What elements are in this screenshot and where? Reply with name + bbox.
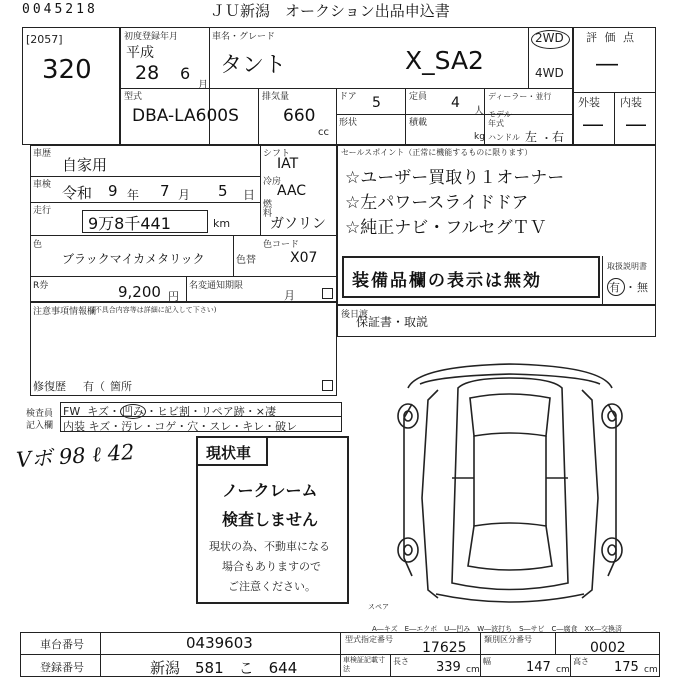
color-code-label: 色コード [263, 240, 300, 250]
shift-label: シフト [263, 149, 291, 159]
model-year-label: モデル年式 [488, 110, 512, 128]
length-label: 長さ [393, 657, 409, 666]
model-value: DBA-LA600S [132, 106, 239, 126]
check-label-2: 記入欄 [26, 421, 54, 431]
drive-2wd: 2WD [535, 31, 564, 45]
length-value: 339 [436, 660, 461, 675]
status-title: 現状車 [206, 444, 252, 462]
height-label: 高さ [573, 657, 589, 666]
color-change-label: 色替 [236, 255, 256, 266]
load-unit: kg [474, 132, 485, 142]
name-change-checkbox[interactable] [322, 288, 333, 299]
exterior-label: 外装 [578, 96, 600, 109]
color-label: 色 [33, 240, 43, 250]
handwritten-note: Vボ 98 ℓ 42 [15, 439, 136, 473]
first-reg-year: 28 [135, 62, 160, 84]
chassis-value: 0439603 [186, 634, 253, 652]
type-designation-label: 型式指定番号 [345, 635, 393, 644]
status-no-inspection: 検査しません [222, 510, 319, 529]
manual-yes: 有 [609, 281, 620, 294]
registration-label: 登録番号 [40, 661, 84, 674]
chassis-label: 車台番号 [40, 638, 84, 651]
damage-legend: A―キズ E―エクボ U―凹み W―波打ち S―サビ C―腐食 XX―交換済 [372, 625, 623, 633]
selling-point-2: ☆左パワースライドドア [345, 193, 529, 213]
rating-value: ― [596, 52, 618, 77]
class-number-value: 0002 [590, 640, 626, 656]
interior-label: 内装 [620, 96, 642, 109]
inspection-day-unit: 日 [243, 188, 256, 202]
name-change-month: 月 [284, 289, 295, 302]
manual-no[interactable]: 無 [637, 281, 648, 294]
first-reg-month-unit: 月 [198, 80, 208, 91]
repair-value[interactable]: 有（ [83, 380, 105, 393]
shape-label: 形状 [339, 118, 358, 128]
doors-label: ドア [339, 92, 357, 102]
status-note-1: 現状の為、不動車になる [209, 540, 330, 553]
recycle-label: R券 [33, 281, 49, 291]
attachments-label: 後日渡 [341, 310, 369, 320]
class-number-label: 類別区分番号 [484, 635, 532, 644]
aircon-label: 冷房 [263, 177, 282, 187]
registration-value: 新潟 581 こ 644 [150, 659, 298, 677]
interior-value: ― [626, 112, 646, 136]
displacement-label: 排気量 [262, 92, 290, 102]
capacity-value: 4 [451, 95, 460, 111]
equipment-notice: 装備品欄の表示は無効 [352, 271, 542, 291]
car-name-label: 車名・グレード [212, 32, 276, 42]
inspection-month-unit: 月 [178, 188, 191, 202]
name-change-label: 名変通知期限 [189, 281, 244, 291]
inspection-day: 5 [218, 182, 228, 200]
first-reg-month: 6 [180, 64, 191, 83]
usage-label: 車歴 [33, 149, 52, 159]
recycle-value: 9,200 [118, 283, 161, 301]
repair-checkbox[interactable] [322, 380, 333, 391]
selling-point-3: ☆純正ナビ・フルセグＴＶ [345, 218, 547, 238]
length-unit: cm [466, 665, 480, 675]
check-row-1: FW キズ・ 凹み ・ヒビ割・リペア跡・×凄 [63, 405, 276, 418]
drive-4wd: 4WD [535, 66, 564, 80]
first-reg-era: 平成 [126, 45, 154, 61]
fuel-label: 燃料 [263, 200, 273, 219]
check-dent[interactable]: 凹み [122, 405, 144, 418]
displacement-value: 660 [283, 106, 316, 126]
car-grade: X_SA2 [405, 46, 484, 75]
inspection-month: 7 [160, 182, 170, 200]
notes-label: 注意事項情報欄 [33, 307, 97, 317]
mileage-label: 走行 [33, 206, 52, 216]
load-label: 積載 [409, 118, 428, 128]
spare-label: スペア [368, 603, 389, 611]
status-note-3: ご注意ください。 [228, 580, 316, 593]
height-value: 175 [614, 660, 639, 675]
handle-right[interactable]: 右 [552, 130, 565, 144]
recycle-unit: 円 [168, 290, 179, 303]
type-designation-value: 17625 [422, 640, 467, 656]
capacity-label: 定員 [409, 92, 428, 102]
notes-sub: (不具合内容等は詳細に記入して下さい) [92, 306, 217, 314]
inspection-year: 9 [108, 182, 118, 200]
displacement-unit: cc [318, 127, 329, 138]
color-code: X07 [290, 250, 318, 266]
rating-label: 評 価 点 [586, 31, 636, 44]
inspection-era: 令和 [62, 184, 93, 202]
color-value: ブラックマイカメタリック [62, 252, 205, 266]
usage-value: 自家用 [62, 156, 108, 174]
check-row-2: 内装 キズ・汚レ・コゲ・穴・スレ・キレ・破レ [63, 420, 298, 433]
shift-value: IAT [277, 156, 299, 172]
aircon-value: AAC [277, 183, 307, 199]
repair-suffix: 箇所 [110, 380, 132, 393]
repair-label: 修復歴 [33, 380, 66, 393]
dimensions-label: 車検証記載寸法 [343, 656, 385, 673]
inspection-label: 車検 [33, 180, 52, 190]
check-fw[interactable]: FW [63, 405, 81, 418]
width-value: 147 [526, 660, 551, 675]
capacity-unit: 人 [474, 106, 484, 117]
serial-number: 0045218 [22, 2, 98, 17]
model-label: 型式 [124, 92, 143, 102]
attachments-value: 保証書・取説 [356, 315, 429, 329]
doors-value: 5 [372, 95, 381, 111]
car-name: タント [220, 53, 287, 78]
fuel-value: ガソリン [270, 216, 326, 232]
exterior-value: ― [583, 112, 603, 136]
mileage-unit: km [213, 217, 231, 230]
first-reg-label: 初度登録年月 [124, 32, 179, 42]
selling-point-1: ☆ユーザー買取り１オーナー [345, 168, 565, 188]
width-label: 幅 [483, 657, 491, 666]
lot-code: [2057] [26, 33, 63, 46]
manual-label: 取扱説明書 [607, 262, 647, 271]
height-unit: cm [644, 665, 658, 675]
vehicle-damage-diagram[interactable] [388, 358, 633, 613]
status-note-2: 場合もありますので [222, 560, 321, 573]
form-title: ＪＵ新潟 オークション出品申込書 [210, 2, 450, 20]
handle-left[interactable]: 左 [525, 130, 538, 144]
width-unit: cm [556, 665, 570, 675]
check-label-1: 検査員 [26, 409, 54, 419]
selling-points-label: セールスポイント（正常に機能するものに限ります） [341, 148, 533, 157]
dealer-label: ディーラー・並行 [488, 92, 552, 101]
status-no-claim: ノークレーム [222, 481, 318, 500]
mileage-value: 9万8千441 [88, 214, 171, 233]
inspection-year-unit: 年 [127, 188, 140, 202]
handle-label: ハンドル [488, 133, 520, 142]
lot-number: 320 [42, 55, 92, 85]
